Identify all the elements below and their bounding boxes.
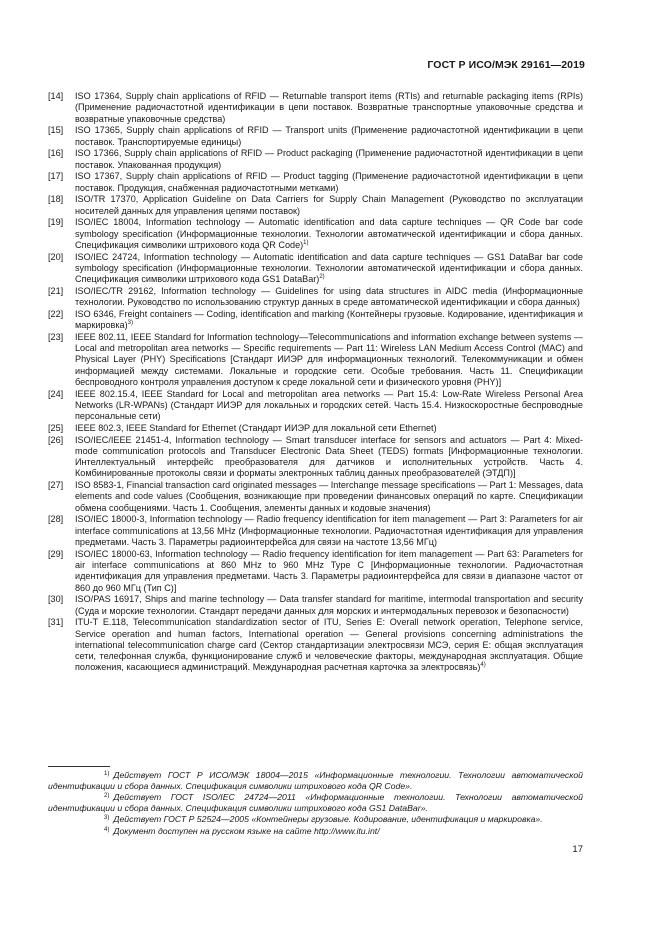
entry-number: [27] xyxy=(48,480,64,491)
bibliography-entry xyxy=(48,171,583,194)
entry-text xyxy=(75,480,583,514)
bibliography-entry xyxy=(48,309,583,332)
entry-number: [29] xyxy=(48,548,64,559)
entry-text xyxy=(75,594,583,617)
entry-body: ISO 17366, Supply chain applications of RFID — Product packaging (Применение радиочастотной идентификации в цепи поставок. Упакованная продукция) xyxy=(75,148,583,170)
entry-body: ISO 8583-1, Financial transaction card originated messages — Interchange message specifications — Part 1: Messages, data elements and code values (Сообщения, возникающие при проведении финансовых операций по карте. Спецификации обмена сообщениями. Часть 1. Сообщения, элементы данных и кодовые значения) xyxy=(75,480,583,513)
entry-text xyxy=(75,252,583,286)
entry-text xyxy=(75,435,583,480)
footnote-marker: 3) xyxy=(127,320,133,327)
footnote-text: Действует ГОСТ Р 52524—2005 «Контейнеры грузовые. Кодирование, идентификация и маркировка». xyxy=(113,814,543,825)
entry-body: ISO/IEC 18004, Information technology — Automatic identification and data capture techniques — QR Code bar code symbology specification (Информационные технологии. Технологии автоматической идентификации и сбора данных. Спецификация символики штрихового кода QR Code) xyxy=(75,217,583,250)
bibliography-entry xyxy=(48,194,583,217)
entry-body: ISO/TR 17370, Application Guideline on Data Carriers for Supply Chain Management (Руководство по эксплуатации носителей данных для управления цепями поставок) xyxy=(75,194,583,216)
entry-number: [31] xyxy=(48,617,64,628)
entry-text xyxy=(75,389,583,423)
entry-body: ISO 17365, Supply chain applications of RFID — Transport units (Применение радиочастотной идентификации в цепи поставок. Транспортируемые единицы) xyxy=(75,125,583,147)
bibliography-entry xyxy=(48,389,583,423)
entry-number: [21] xyxy=(48,285,64,296)
entry-number: [23] xyxy=(48,331,64,342)
entry-body: ISO 6346, Freight containers — Coding, identification and marking (Контейнеры грузовые. Кодирование, идентификация и маркировка) xyxy=(75,308,583,331)
entry-number: [26] xyxy=(48,434,64,445)
entry-number: [20] xyxy=(48,251,64,262)
bibliography-entry xyxy=(48,514,583,548)
bibliography-entry xyxy=(48,423,583,434)
entry-number: [16] xyxy=(48,148,64,159)
entry-number: [24] xyxy=(48,388,64,399)
footnote xyxy=(48,792,583,814)
entry-text xyxy=(75,332,583,388)
entry-number: [15] xyxy=(48,125,64,136)
entry-number: [28] xyxy=(48,514,64,525)
entry-text xyxy=(75,309,583,332)
entry-body: ISO/IEC 18000-3, Information technology — Radio frequency identification for item management — Part 3: Parameters for air interface communications at 13,56 MHz (Информационные технологии. Радиочастотная идентификация для управления предметами. Часть 3. Параметры радиоинтерфейса для связи на частоте 13,56 МГц) xyxy=(75,514,583,548)
entry-text xyxy=(75,148,583,171)
bibliography-entry xyxy=(48,217,583,251)
bibliography-entry xyxy=(48,594,583,617)
bibliography-entry xyxy=(48,286,583,309)
entry-number: [14] xyxy=(48,91,64,101)
bibliography-entry xyxy=(48,252,583,286)
footnote-marker: 4) xyxy=(480,662,486,669)
footnotes xyxy=(48,770,583,837)
entry-body: ISO/IEC 18000-63, Information technology — Radio frequency identification for item management — Part 63: Parameters for air interface communications at 860 MHz to 960 MHz Type C [Информационные технологии. Радиочастотная идентификация для управления предметами. Часть 3. Параметры радиоинтерфейса для связи в диапазоне частот от 860 до 960 МГц (Тип С)] xyxy=(75,548,583,593)
entry-body: ISO/IEC/TR 29162, Information technology — Guidelines for using data structures in AIDC media (Информационные технологии. Руководство по использованию структур данных в среде автоматической идентификации и сбора данных) xyxy=(75,285,583,308)
page-number: 17 xyxy=(572,844,583,855)
entry-number: [19] xyxy=(48,217,64,228)
entry-text xyxy=(75,423,583,434)
entry-body: ISO 17364, Supply chain applications of RFID — Returnable transport items (RTIs) and returnable packaging items (RPIs) (Применение радиочастотной идентификации в цепи поставок. Возвратные транспортные упаковочные средства и возвратные упаковочные средства) xyxy=(75,91,583,124)
footnote xyxy=(48,770,583,792)
entry-body: ISO/PAS 16917, Ships and marine technology — Data transfer standard for maritime, intermodal transportation and security (Суда и морские технологии. Стандарт передачи данных для морских и интермодальных перевозок и безопасности) xyxy=(75,594,583,616)
entry-body: ISO/IEC/IEEE 21451-4, Information technology — Smart transducer interface for sensors and actuators — Part 4: Mixed-mode communication protocols and Transducer Electronic Data Sheet (TEDS) formats [Информационные технологии. Интеллектуальный интерфейс преобразователя для датчиков и исполнительных устройств. Часть 4. Комбинированные протоколы связи и форматы электронных таблиц данных преобразователей (ЭТДП)] xyxy=(75,434,583,479)
footnote xyxy=(48,814,583,825)
bibliography-entry xyxy=(48,549,583,594)
entry-number: [17] xyxy=(48,171,64,182)
bibliography-entry xyxy=(48,148,583,171)
entry-body: IEEE 802.15.4, IEEE Standard for Local and metropolitan area networks — Part 15.4: Low-Rate Wireless Personal Area Networks (LR-WPANs) (Стандарт ИИЭР для локальных и городских сетей. Часть 15.4. Низкоскоростные беспроводные персональные сети) xyxy=(75,388,583,422)
entry-text xyxy=(75,286,583,309)
entry-number: [25] xyxy=(48,422,64,433)
entry-body: ISO/IEC 24724, Information technology — Automatic identification and data capture techniques — GS1 DataBar bar code symbology specification (Информационные технологии. Технологии автоматической идентификации и сбора данных. Спецификация символики штрихового кода GS1 DataBar) xyxy=(75,251,583,285)
bibliography-list xyxy=(48,91,583,674)
bibliography-entry xyxy=(48,435,583,480)
entry-text xyxy=(75,171,583,194)
entry-text xyxy=(75,617,583,673)
entry-body: IEEE 802.3, IEEE Standard for Ethernet (Стандарт ИИЭР для локальной сети Ethernet) xyxy=(75,422,437,433)
entry-text xyxy=(75,125,583,148)
entry-body: ISO 17367, Supply chain applications of RFID — Product tagging (Применение радиочастотной идентификации в цепи поставок. Продукция, снабженная радиочастотными метками) xyxy=(75,171,583,193)
entry-number: [30] xyxy=(48,594,64,605)
footnote-text: Документ доступен на русском языке на сайте http://www.itu.int/ xyxy=(113,825,380,836)
entry-text xyxy=(75,91,583,125)
entry-number: [18] xyxy=(48,194,64,205)
bibliography-entry xyxy=(48,332,583,388)
footnote-mark: 2) xyxy=(104,793,110,800)
bibliography-entry xyxy=(48,480,583,514)
document-header: ГОСТ Р ИСО/МЭК 29161—2019 xyxy=(427,59,585,71)
footnote-mark: 4) xyxy=(104,826,110,833)
footnote-marker: 1) xyxy=(303,239,309,246)
footnote-divider xyxy=(48,766,110,767)
footnote-text: Действует ГОСТ ISO/IEC 24724—2011 «Информационные технологии. Технологии автоматической идентификации и сбора данных. Спецификация символики штрихового кода GS1 DataBar». xyxy=(48,792,583,813)
bibliography-entry xyxy=(48,125,583,148)
entry-body: IEEE 802.11, IEEE Standard for Information technology—Telecommunications and information exchange between systems — Local and metropolitan area networks — Specific requirements — Part 11: Wireless LAN Medium Access Control (MAC) and Physical Layer (PHY) Specifications [Стандарт ИИЭР для информационных технологий. Телекоммуникации и обмен информацией между системами. Локальные и городские сети. Особые требования. Часть 11. Спецификации беспроводного контроля управления доступом к среде локальной сети и физического уровня (PHY)] xyxy=(75,331,583,387)
bibliography-entry xyxy=(48,91,583,125)
footnote-text: Действует ГОСТ Р ИСО/МЭК 18004—2015 «Информационные технологии. Технологии автоматической идентификации и сбора данных. Спецификация символики штрихового кода QR Code». xyxy=(48,770,583,791)
entry-text xyxy=(75,194,583,217)
entry-text xyxy=(75,549,583,594)
entry-text xyxy=(75,514,583,548)
bibliography-entry xyxy=(48,617,583,673)
entry-text xyxy=(75,217,583,251)
footnote-marker: 2) xyxy=(319,274,325,281)
footnote-mark: 3) xyxy=(104,815,110,822)
footnote-mark: 1) xyxy=(104,771,110,777)
entry-number: [22] xyxy=(48,308,64,319)
footnote xyxy=(48,826,583,837)
entry-body: ITU-T E.118, Telecommunication standardization sector of ITU, Series E: Overall network operation, Telephone service, Service operation and human factors, International operation — General provisions concerning administrations the international telecommunication charge card (Сектор стандартизации электросвязи МСЭ, серия Е: общая эксплуатация сети, телефонная служба, функционирование служб и человеческие факторы, международная эксплуатация. Общие положения, касающиеся администраций. Международная расчетная карточка за электросвязь) xyxy=(75,617,583,673)
